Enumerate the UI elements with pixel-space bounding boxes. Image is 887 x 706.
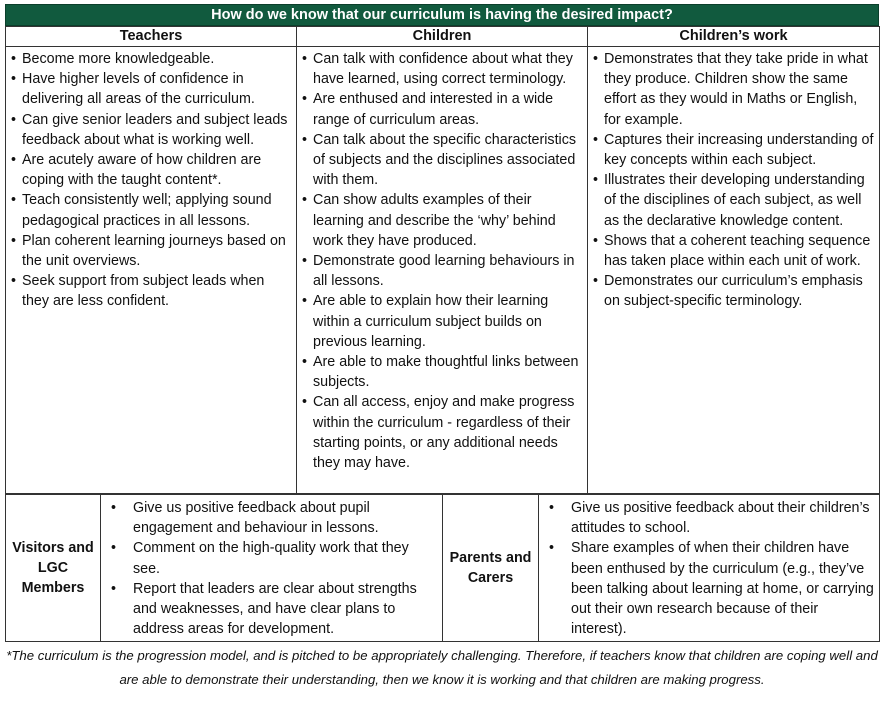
list-item: • Can all access, enjoy and make progress within the curriculum - regardless of their starting points, or any additional needs they may have.	[301, 392, 583, 473]
list-item: • Demonstrate good learning behaviours in all lessons.	[301, 251, 583, 291]
list-item: • Are able to explain how their learning within a curriculum subject builds on previous learning.	[301, 291, 583, 352]
list-item: • Share examples of when their children have been enthused by the curriculum (e.g., they’ve been talking about learning at home, or carrying out their own research because of their interest).	[543, 538, 875, 639]
visitors-label: Visitors and LGC Members	[6, 495, 101, 642]
impact-table-frame	[5, 4, 879, 692]
impact-columns-table	[5, 26, 880, 494]
list-item: • Plan coherent learning journeys based on the unit overviews.	[10, 231, 292, 271]
list-item: • Have higher levels of confidence in delivering all areas of the curriculum.	[10, 69, 292, 109]
table-title: How do we know that our curriculum is having the desired impact?	[5, 4, 879, 26]
list-item: • Are acutely aware of how children are coping with the taught content*.	[10, 150, 292, 190]
list-item: • Can show adults examples of their learning and describe the ‘why’ behind work they have produced.	[301, 190, 583, 251]
list-item: • Comment on the high-quality work that they see.	[105, 538, 438, 578]
childrens-work-list	[592, 49, 875, 312]
teachers-list	[10, 49, 292, 312]
visitors-list	[105, 498, 438, 639]
list-item: • Can give senior leaders and subject leads feedback about what is working well.	[10, 110, 292, 150]
footnote: *The curriculum is the progression model, and is pitched to be appropriately challenging. Therefore, if teachers know that children are coping well and are able to demonstrate their understanding, then we know it is working and that children are making progress.	[6, 648, 878, 688]
children-cell	[297, 47, 588, 494]
teachers-heading: Teachers	[6, 27, 297, 47]
childrens-work-cell	[588, 47, 880, 494]
list-item: • Captures their increasing understanding of key concepts within each subject.	[592, 130, 875, 170]
list-item: • Illustrates their developing understanding of the disciplines of each subject, as well as the declarative knowledge content.	[592, 170, 875, 231]
children-list	[301, 49, 583, 473]
list-item: • Can talk with confidence about what they have learned, using correct terminology.	[301, 49, 583, 89]
list-item: • Are enthused and interested in a wide range of curriculum areas.	[301, 89, 583, 129]
children-heading: Children	[297, 27, 588, 47]
list-item: • Can talk about the specific characteristics of subjects and the disciplines associated with them.	[301, 130, 583, 191]
parents-list	[543, 498, 875, 639]
parents-cell	[539, 495, 880, 642]
list-item: • Seek support from subject leads when they are less confident.	[10, 271, 292, 311]
visitors-cell	[101, 495, 443, 642]
list-item: • Shows that a coherent teaching sequence has taken place within each unit of work.	[592, 231, 875, 271]
stakeholders-table	[5, 494, 880, 642]
list-item: • Demonstrates that they take pride in what they produce. Children show the same effort as they would in Maths or English, for example.	[592, 49, 875, 130]
list-item: • Are able to make thoughtful links between subjects.	[301, 352, 583, 392]
list-item: • Teach consistently well; applying sound pedagogical practices in all lessons.	[10, 190, 292, 230]
childrens-work-heading: Children’s work	[588, 27, 880, 47]
list-item: • Give us positive feedback about pupil engagement and behaviour in lessons.	[105, 498, 438, 538]
list-item: • Give us positive feedback about their children’s attitudes to school.	[543, 498, 875, 538]
list-item: • Report that leaders are clear about strengths and weaknesses, and have clear plans to address areas for development.	[105, 579, 438, 640]
teachers-cell	[6, 47, 297, 494]
parents-label: Parents and Carers	[443, 495, 539, 642]
list-item: • Become more knowledgeable.	[10, 49, 292, 69]
list-item: • Demonstrates our curriculum’s emphasis on subject-specific terminology.	[592, 271, 875, 311]
